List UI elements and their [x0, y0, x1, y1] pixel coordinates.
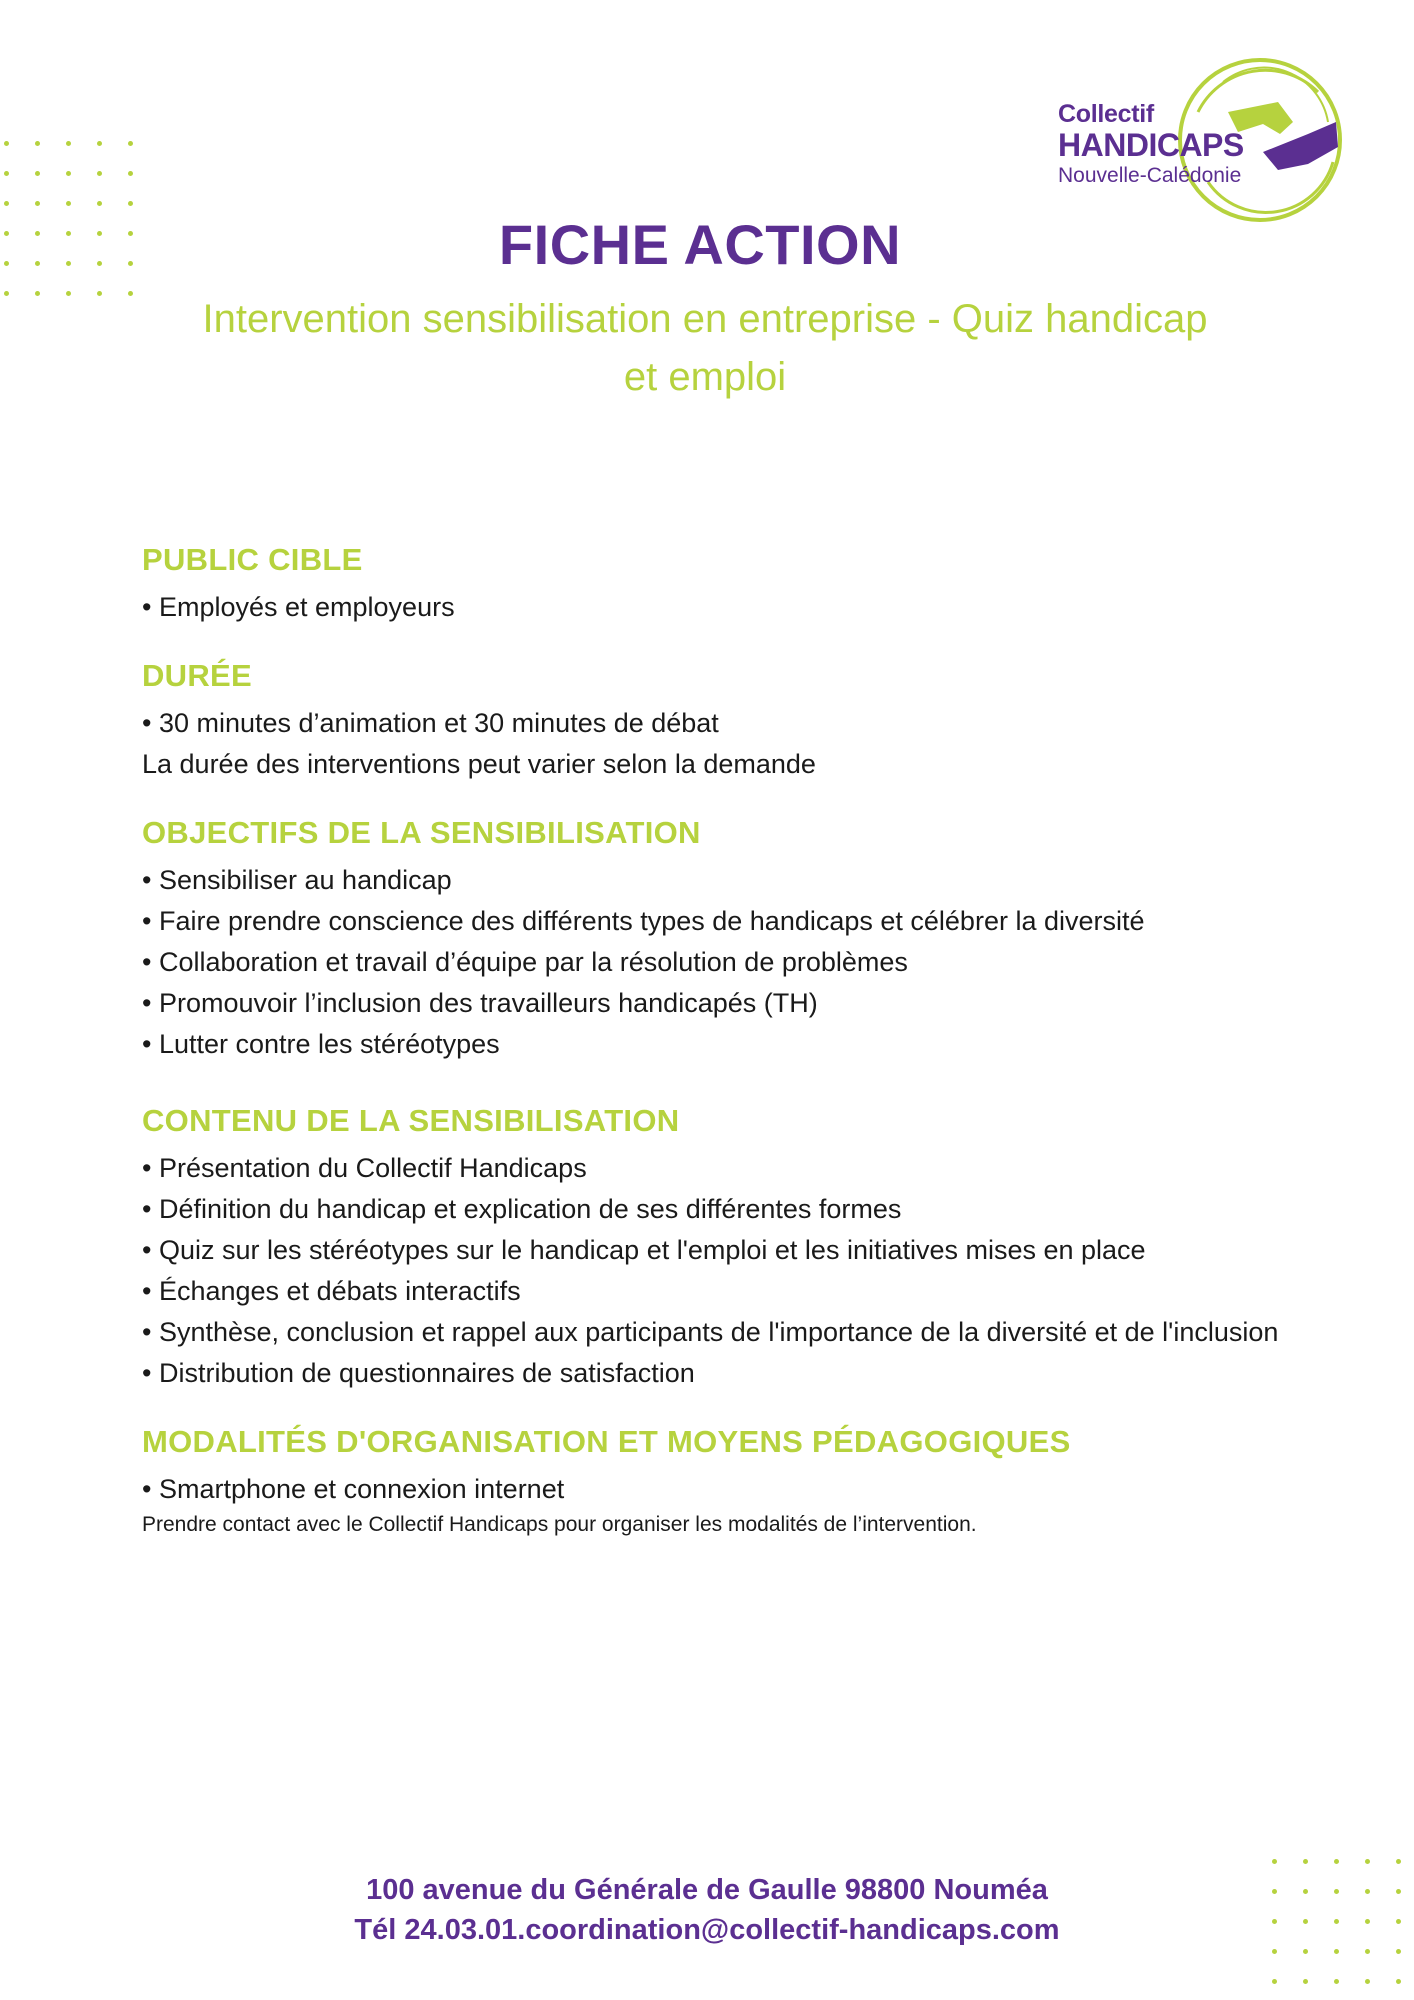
logo-line-handicaps: HANDICAPS — [1058, 127, 1244, 163]
note-text: Prendre contact avec le Collectif Handicaps pour organiser les modalités de l’intervention. — [142, 1513, 977, 1536]
logo-line-collectif: Collectif — [1058, 100, 1154, 128]
footer-address: 100 avenue du Générale de Gaulle 98800 Nouméa — [366, 1874, 1048, 1906]
section-objectifs — [142, 815, 1292, 1065]
list-item: • Lutter contre les stéréotypes — [142, 1029, 500, 1059]
section-contenu — [142, 1103, 1292, 1394]
section-heading: PUBLIC CIBLE — [142, 542, 363, 577]
collectif-handicaps-logo — [1048, 52, 1348, 232]
main-content — [142, 542, 1292, 1570]
section-public-cible — [142, 542, 1292, 628]
list-item: • Employés et employeurs — [142, 592, 455, 622]
section-duree — [142, 658, 1292, 785]
list-item: • Quiz sur les stéréotypes sur le handicap et l'emploi et les initiatives mises en place — [142, 1235, 1146, 1265]
section-heading: DURÉE — [142, 658, 253, 693]
list-item: • 30 minutes d’animation et 30 minutes de débat — [142, 708, 719, 738]
note-text: La durée des interventions peut varier selon la demande — [142, 749, 816, 779]
logo-line-region: Nouvelle-Calédonie — [1058, 164, 1242, 187]
section-heading: CONTENU DE LA SENSIBILISATION — [142, 1103, 680, 1138]
list-item: • Smartphone et connexion internet — [142, 1474, 565, 1504]
page-subtitle: Intervention sensibilisation en entreprise - Quiz handicap et emploi — [202, 297, 1208, 399]
footer-phone-email: Tél 24.03.01.coordination@collectif-handicaps.com — [354, 1914, 1060, 1946]
list-item: • Collaboration et travail d’équipe par la résolution de problèmes — [142, 947, 908, 977]
section-heading: OBJECTIFS DE LA SENSIBILISATION — [142, 815, 701, 850]
list-item: • Sensibiliser au handicap — [142, 865, 452, 895]
list-item: • Définition du handicap et explication de ses différentes formes — [142, 1194, 902, 1224]
list-item: • Faire prendre conscience des différents types de handicaps et célébrer la diversité — [142, 906, 1145, 936]
list-item: • Distribution de questionnaires de satisfaction — [142, 1358, 695, 1388]
list-item: • Promouvoir l’inclusion des travailleurs handicapés (TH) — [142, 988, 818, 1018]
list-item: • Synthèse, conclusion et rappel aux participants de l'importance de la diversité et de l'inclusion — [142, 1317, 1279, 1347]
list-item: • Présentation du Collectif Handicaps — [142, 1153, 587, 1183]
list-item: • Échanges et débats interactifs — [142, 1276, 521, 1306]
section-heading: MODALITÉS D'ORGANISATION ET MOYENS PÉDAGOGIQUES — [142, 1424, 1071, 1459]
section-modalites — [142, 1424, 1292, 1540]
footer-contact — [0, 1870, 1414, 1950]
page-title: FICHE ACTION — [498, 213, 902, 276]
